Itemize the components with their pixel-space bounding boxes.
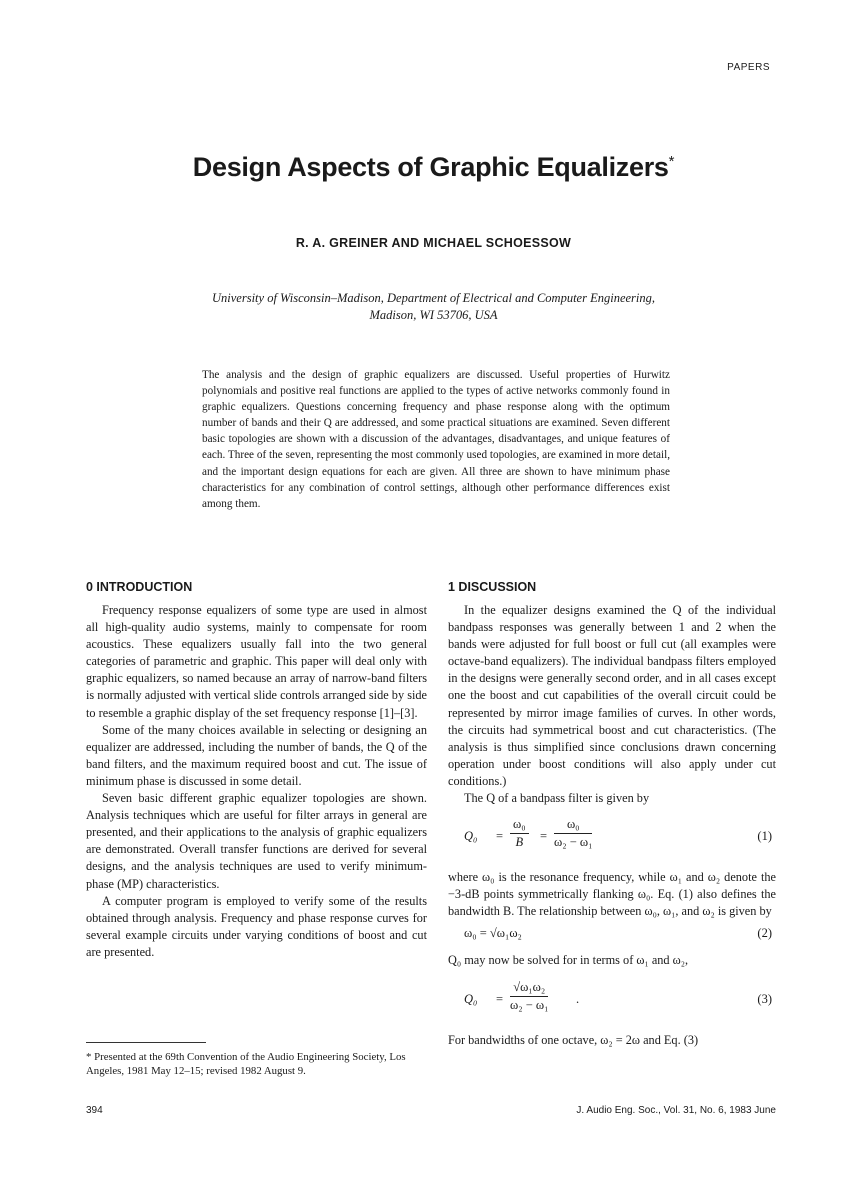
eq2-number: (2) bbox=[757, 926, 772, 941]
discussion-paragraph: The Q of a bandpass filter is given by bbox=[464, 791, 650, 806]
affiliation-line-2: Madison, WI 53706, USA bbox=[369, 308, 498, 322]
abstract: The analysis and the design of graphic equalizers are discussed. Useful properties of Hurwitz polynomials and positive real functions are applied to the types of active networks commonly found in graphic equalizers. Questions concerning frequency and phase response along with the optimum number of bands and their Q are addressed, and some practical situations are examined. Seven different basic topologies are shown with a discussion of the advantages, disadvantages, and unique features of each. Three of the seven, representing the most commonly used topologies, are examined in more detail, and the important design equations for each are given. All three are shown to have minimum phase characteristics for any combination of control settings, although other performance differences exist among them. bbox=[202, 369, 670, 510]
eq1-number: (1) bbox=[757, 829, 772, 844]
equation-3: Q₀ = $\frac{\text{√ω₁ω₂}}{\text{ω₂ − ω₁}}$ . (3) bbox=[464, 979, 772, 1012]
eq1-fraction-1: $\frac{\text{ω₀}}{B}$ bbox=[510, 817, 529, 850]
authors: R. A. GREINER AND MICHAEL SCHOESSOW bbox=[295, 236, 572, 250]
left-column bbox=[86, 580, 427, 961]
eq3-fraction: $\frac{\text{√ω₁ω₂}}{\text{ω₂ − ω₁}}$ bbox=[510, 979, 549, 1012]
page-number: 394 bbox=[86, 1105, 103, 1116]
affiliation bbox=[120, 290, 747, 324]
eq3-lhs: Q₀ bbox=[464, 991, 478, 1006]
intro-paragraph: A computer program is employed to verify some of the results obtained through analysis. Frequency and phase response curves for several example circuits under varying conditions of boost and cut are presented. bbox=[86, 893, 427, 959]
footnote-rule bbox=[86, 1042, 206, 1043]
eq3-number: (3) bbox=[757, 991, 772, 1006]
discussion-paragraph: For bandwidths of one octave, ω₂ = 2ω and Eq. (3) bbox=[448, 1032, 699, 1047]
intro-paragraph: Frequency response equalizers of some type are used in almost all high-quality audio systems, mainly to compensate for room acoustics. These equalizers usually fall into the two general categories of parametric and graphic. This paper will deal only with graphic equalizers, so named because an array of narrow-band filters is normally adjusted with vertical slide controls arranged side by side to resemble a graphic display of the set frequency response [1]–[3]. bbox=[86, 603, 427, 720]
journal-citation: J. Audio Eng. Soc., Vol. 31, No. 6, 1983 June bbox=[576, 1105, 776, 1116]
title-text: Design Aspects of Graphic Equalizers bbox=[192, 152, 669, 182]
paper-title bbox=[0, 152, 867, 183]
equation-1: Q₀ = $\frac{\text{ω₀}}{B}$ = $\frac{\text{ω₀}}{\text{ω₂ − ω₁}}$ (1) bbox=[464, 817, 772, 850]
footnote: * Presented at the 69th Convention of the Audio Engineering Society, Los Angeles, 1981 May 12–15; revised 1982 August 9. bbox=[86, 1051, 406, 1077]
eq1-lhs: Q₀ bbox=[464, 829, 478, 844]
intro-paragraph: Seven basic different graphic equalizer topologies are shown. Analysis techniques which are useful for filter arrays in general are presented, and their applications to the analysis of graphic equalizers are demonstrated. Overall transfer functions are derived for several designs, and the analysis techniques are used to verify minimum-phase (MP) characteristics. bbox=[86, 791, 427, 891]
section-heading-introduction: 0 INTRODUCTION bbox=[86, 580, 193, 594]
discussion-paragraph: Q₀ may now be solved for in terms of ω₁ and ω₂, bbox=[448, 953, 689, 968]
equation-2 bbox=[448, 922, 776, 948]
discussion-paragraph: where ω₀ is the resonance frequency, while ω₁ and ω₂ denote the −3-dB points symmetrically flanking ω₀. Eq. (1) also defines the bandwidth B. The relationship between ω₀, ω₁, and ω₂ is given by bbox=[448, 870, 776, 919]
eq1-fraction-2: $\frac{\text{ω₀}}{\text{ω₂ − ω₁}}$ bbox=[554, 817, 593, 850]
running-head: PAPERS bbox=[727, 62, 770, 73]
right-column bbox=[448, 580, 776, 1049]
intro-paragraph: Some of the many choices available in selecting or designing an equalizer are addressed, including the number of bands, the Q of the band filters, and the maximum required boost and cut. The issue of minimum phase is discussed in some detail. bbox=[86, 722, 427, 788]
section-heading-discussion: 1 DISCUSSION bbox=[448, 580, 537, 594]
title-footnote-mark: * bbox=[668, 153, 675, 170]
affiliation-line-1: University of Wisconsin–Madison, Department of Electrical and Computer Engineering, bbox=[212, 291, 655, 305]
discussion-paragraph: In the equalizer designs examined the Q of the individual bandpass responses was generally between 1 and 2 when the bands were adjusted for full boost or full cut (all examples were octave-band equalizers). The individual bandpass filters employed in the designs were generally second order, and in all cases except one the boost and cut capabilities of the overall circuit could be represented by mirror image families of curves. In other words, the circuits had symmetrical boost and cut characteristics. (The analysis is thus simplified since conclusions drawn concerning operation under boost conditions will also apply under cut conditions.) bbox=[448, 603, 776, 788]
eq2-body: ω₀ = √ω₁ω₂ bbox=[464, 926, 522, 941]
